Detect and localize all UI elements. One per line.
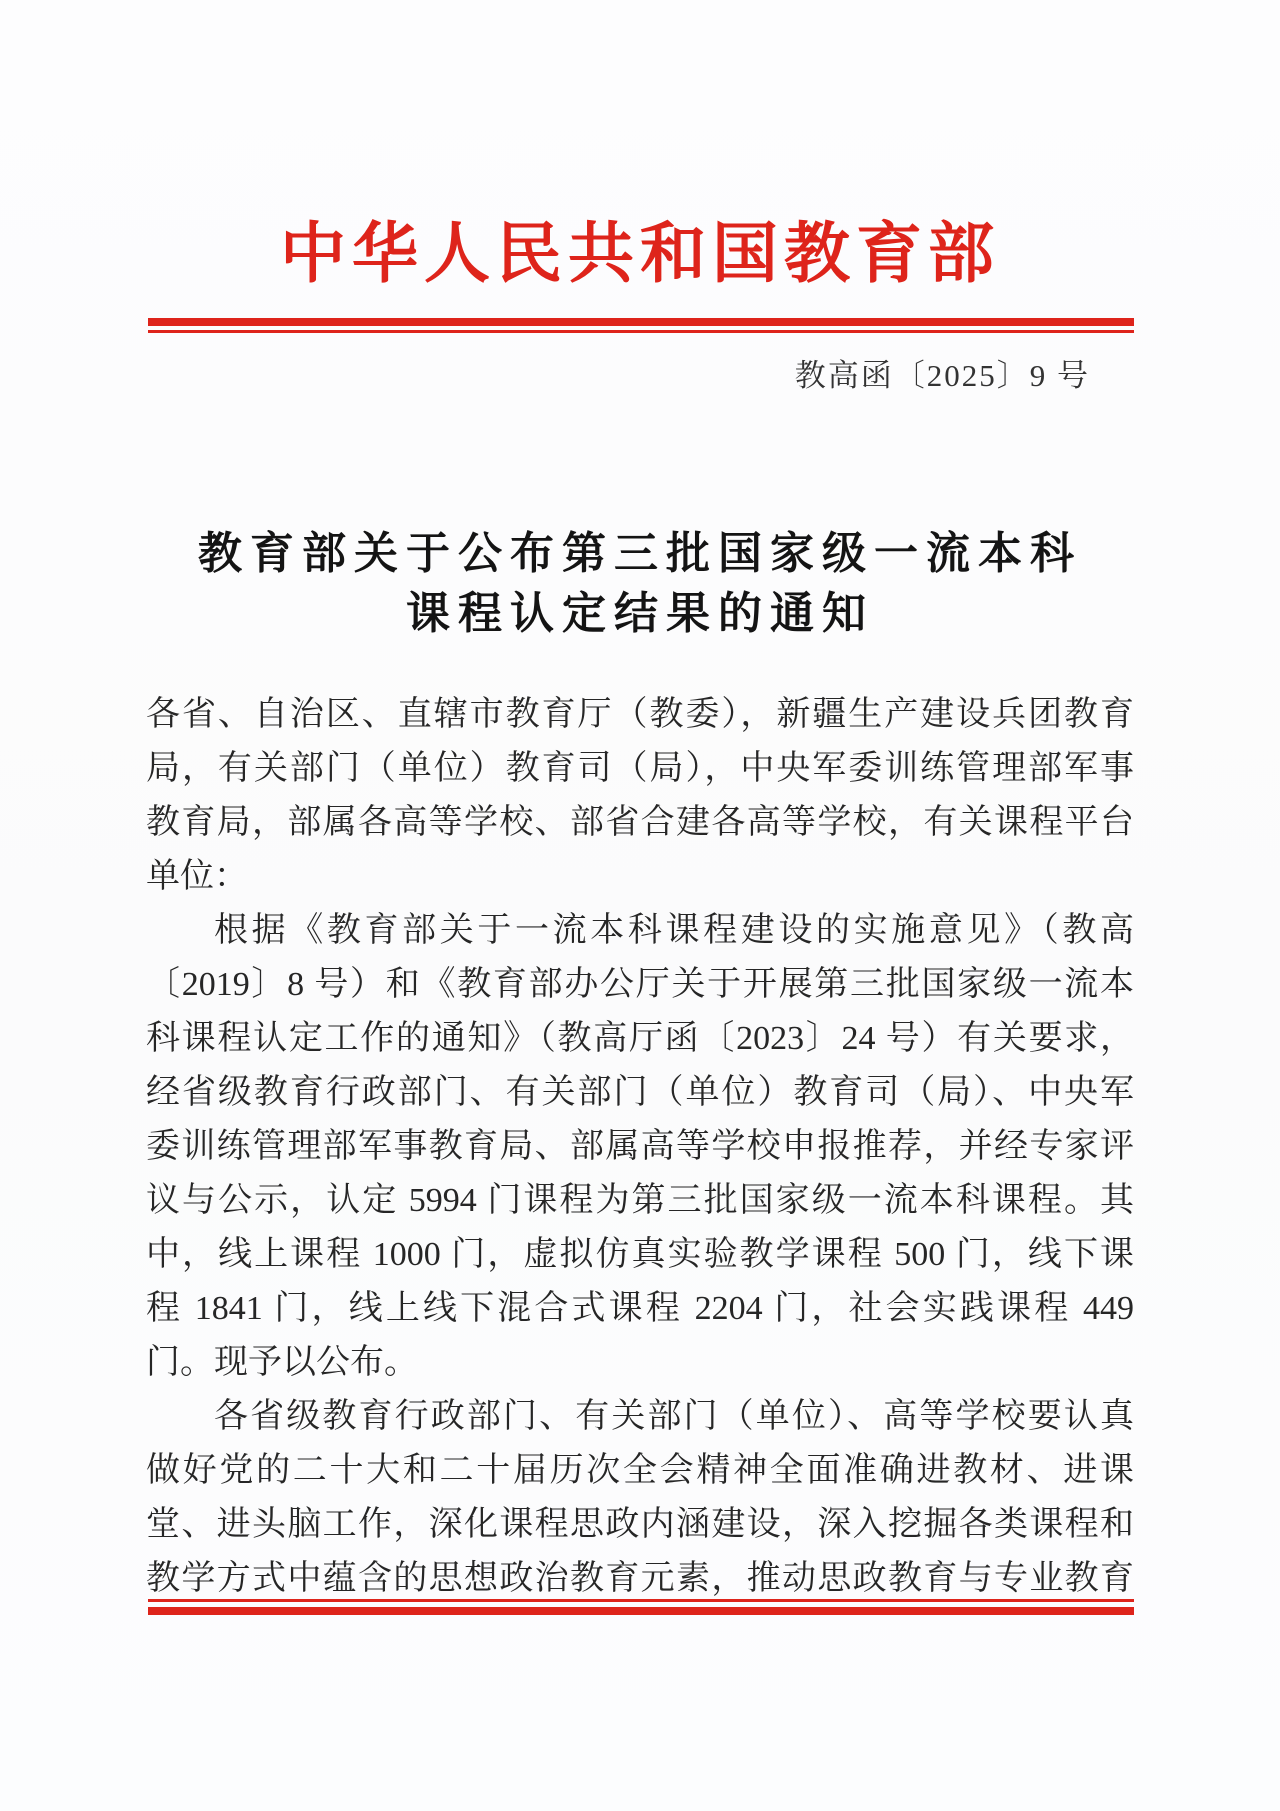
body-line: 议与公示，认定 5994 门课程为第三批国家级一流本科课程。其 — [146, 1182, 1134, 1219]
ministry-letterhead-title: 中华人民共和国教育部 — [280, 218, 1000, 291]
body-line: 〔2019〕8 号）和《教育部办公厅关于开展第三批国家级一流本 — [146, 966, 1134, 1003]
body-line: 委训练管理部军事教育局、部属高等学校申报推荐，并经专家评 — [146, 1128, 1134, 1165]
header-double-rule — [148, 318, 1134, 333]
body-line: 局，有关部门（单位）教育司（局），中央军委训练管理部军事 — [146, 750, 1134, 787]
body-line: 程 1841 门，线上线下混合式课程 2204 门，社会实践课程 449 — [146, 1290, 1134, 1327]
header-rule-thin — [148, 330, 1134, 333]
body-line: 科课程认定工作的通知》（教高厅函〔2023〕24 号）有关要求， — [146, 1020, 1134, 1057]
document-number: 教高函〔2025〕9 号 — [794, 358, 1090, 393]
notice-title-line1: 教育部关于公布第三批国家级一流本科 — [198, 529, 1082, 578]
body-line: 中，线上课程 1000 门，虚拟仿真实验教学课程 500 门，线下课 — [146, 1236, 1134, 1273]
body-line: 门。现予以公布。 — [146, 1344, 418, 1381]
footer-rule-thick — [148, 1607, 1134, 1615]
body-line: 做好党的二十大和二十届历次全会精神全面准确进教材、进课 — [146, 1452, 1134, 1489]
body-line: 经省级教育行政部门、有关部门（单位）教育司（局）、中央军 — [146, 1074, 1134, 1111]
body-line: 各省级教育行政部门、有关部门（单位）、高等学校要认真 — [214, 1398, 1134, 1435]
body-text — [146, 688, 1134, 1606]
header-rule-thick — [148, 318, 1134, 326]
body-line: 单位： — [146, 858, 248, 895]
footer-double-rule — [148, 1599, 1134, 1615]
notice-title-line2: 课程认定结果的通知 — [406, 589, 874, 638]
body-line: 根据《教育部关于一流本科课程建设的实施意见》（教高 — [214, 912, 1134, 949]
body-line: 教学方式中蕴含的思想政治教育元素，推动思政教育与专业教育 — [146, 1560, 1134, 1597]
footer-rule-thin — [148, 1599, 1134, 1602]
body-line: 堂、进头脑工作，深化课程思政内涵建设，深入挖掘各类课程和 — [146, 1506, 1134, 1543]
body-line: 各省、自治区、直辖市教育厅（教委），新疆生产建设兵团教育 — [146, 696, 1134, 733]
notice-title — [0, 524, 1280, 644]
body-line: 教育局，部属各高等学校、部省合建各高等学校，有关课程平台 — [146, 804, 1134, 841]
